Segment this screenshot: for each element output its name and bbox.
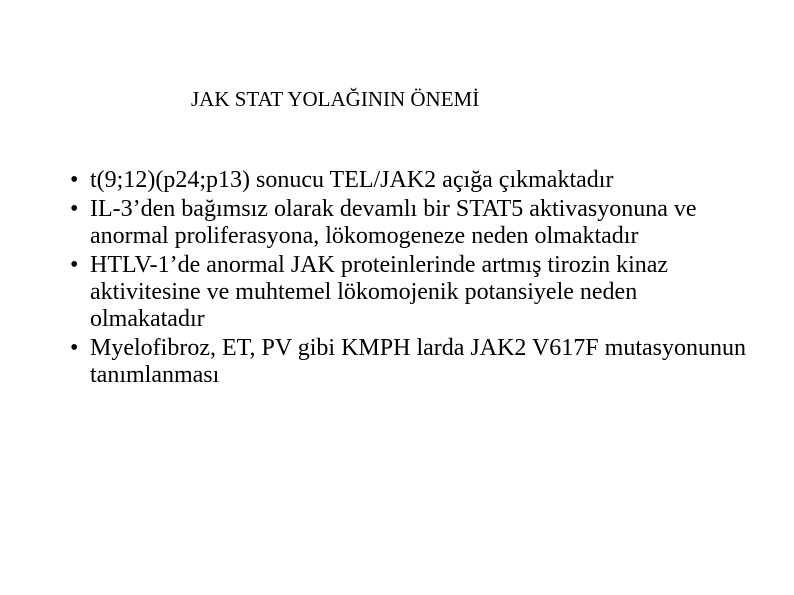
bullet-text: Myelofibroz, ET, PV gibi KMPH larda JAK2 V617F mutasyonunun tanımlanması [90, 335, 746, 388]
bullet-marker: • [70, 196, 79, 222]
bullet-item [70, 167, 750, 194]
bullet-marker: • [70, 335, 79, 361]
bullet-text: IL-3’den bağımsız olarak devamlı bir STAT5 aktivasyonuna ve anormal proliferasyona, lökomogeneze neden olmaktadır [90, 196, 697, 249]
bullet-item [70, 252, 750, 333]
bullet-item [70, 196, 750, 250]
bullet-text: HTLV-1’de anormal JAK proteinlerinde artmış tirozin kinaz aktivitesine ve muhtemel lökomojenik potansiyele neden olmakatadır [90, 252, 669, 332]
bullet-list [70, 167, 750, 391]
bullet-item [70, 335, 750, 389]
slide-title: JAK STAT YOLAĞININ ÖNEMİ [191, 87, 480, 111]
bullet-marker: • [70, 252, 79, 278]
bullet-marker: • [70, 167, 79, 193]
bullet-text: t(9;12)(p24;p13) sonucu TEL/JAK2 açığa çıkmaktadır [90, 167, 614, 193]
